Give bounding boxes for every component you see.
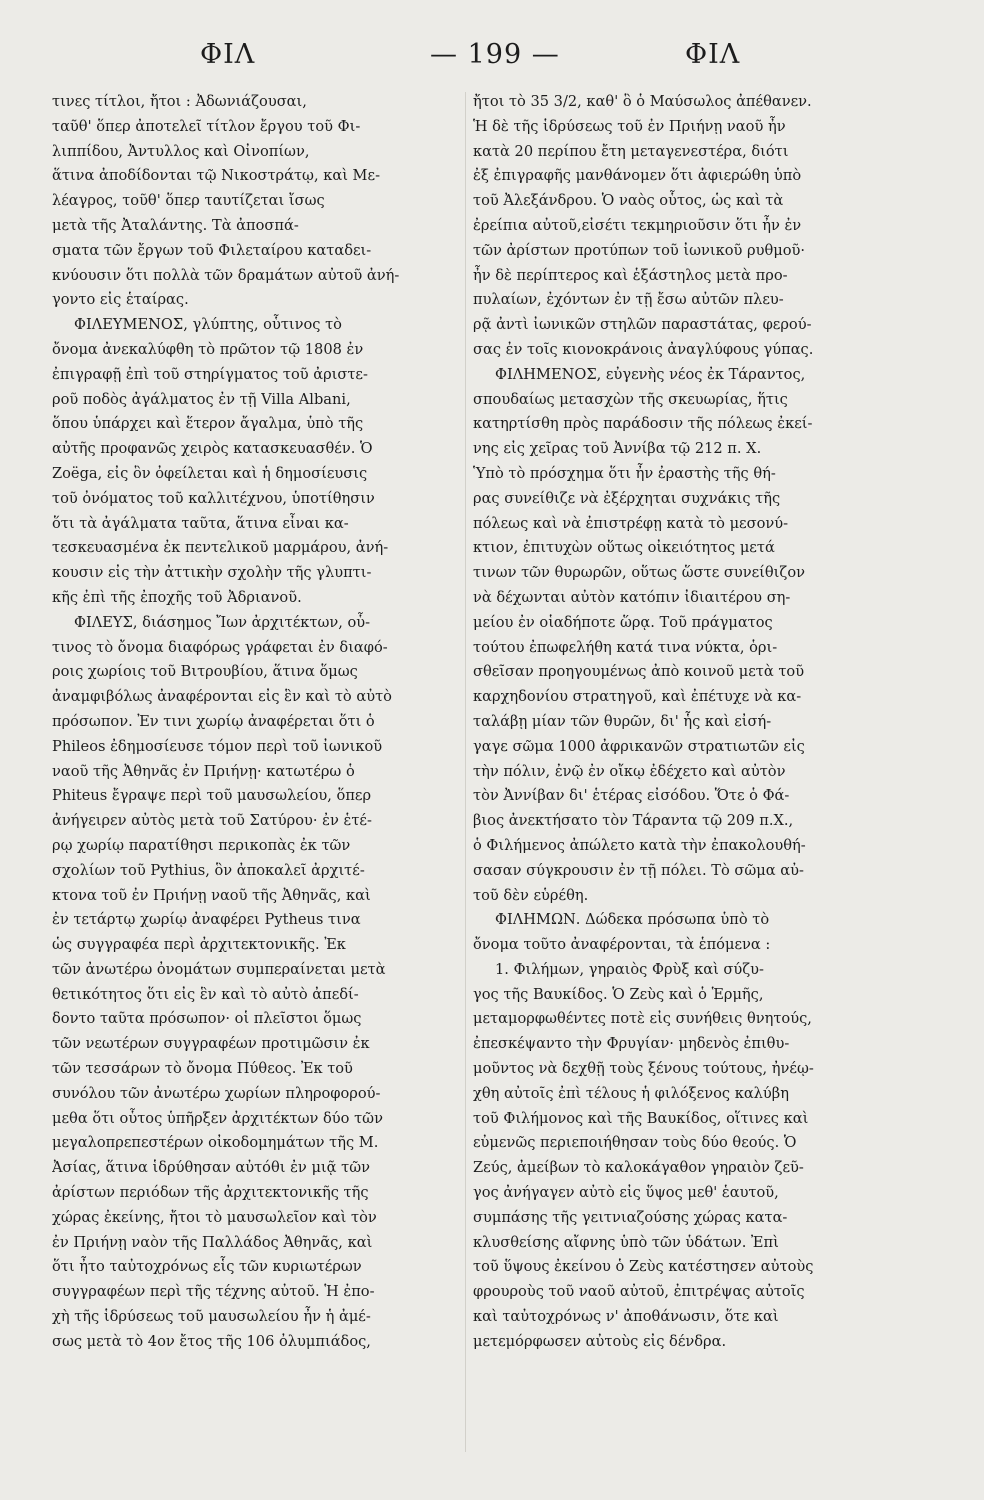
text-line: κῆς ἐπὶ τῆς ἐποχῆς τοῦ Ἀδριανοῦ. bbox=[52, 588, 302, 606]
text-line: σχολίων τοῦ Pythius, ὃν ἀποκαλεῖ ἀρχιτέ- bbox=[52, 861, 365, 879]
text-line: κουσιν εἰς τὴν ἀττικὴν σχολὴν τῆς γλυπτι- bbox=[52, 564, 372, 582]
text-line: ὄνομα ἀνεκαλύφθη τὸ πρῶτον τῷ 1808 ἐν bbox=[52, 340, 364, 358]
text-line: Zoëga, εἰς ὃν ὀφείλεται καὶ ἡ δημοσίευσις bbox=[52, 464, 368, 482]
text-line: μείου ἐν οἱαδήποτε ὥρᾳ. Τοῦ πράγματος bbox=[473, 613, 773, 631]
text-line: Ἡ δὲ τῆς ἱδρύσεως τοῦ ἐν Πριήνῃ ναοῦ ἦν bbox=[473, 117, 786, 135]
text-line: ΦΙΛΕΥΜΕΝΟΣ, γλύπτης, οὗτινος τὸ bbox=[74, 316, 342, 334]
text-line: κνύουσιν ὅτι πολλὰ τῶν δραμάτων αὐτοῦ ἀνή- bbox=[52, 266, 400, 284]
text-line: τινες τίτλοι, ἤτοι : Ἀδωνιάζουσαι, bbox=[52, 93, 307, 110]
text-line: κτιον, ἐπιτυχὼν οὕτως οἰκειότητος μετά bbox=[473, 539, 775, 557]
text-line: χθη αὐτοῖς ἐπὶ τέλους ἡ φιλόξενος καλύβη bbox=[473, 1084, 789, 1102]
text-line: ρῳ χωρίῳ παρατίθησι περικοπὰς ἐκ τῶν bbox=[52, 836, 351, 854]
text-line: συμπάσης τῆς γειτνιαζούσης χώρας κατα- bbox=[473, 1208, 788, 1226]
text-line: τῶν νεωτέρων συγγραφέων προτιμῶσιν ἐκ bbox=[52, 1035, 370, 1053]
text-line: ἐπιγραφῇ ἐπὶ τοῦ στηρίγματος τοῦ ἀριστε- bbox=[52, 365, 368, 383]
text-line: κατὰ 20 περίπου ἔτη μεταγενεστέρα, διότι bbox=[473, 142, 789, 160]
text-line: συγγραφέων περὶ τῆς τέχνης αὐτοῦ. Ἡ ἐπο- bbox=[52, 1283, 375, 1301]
text-line: ἐπεσκέψαντο τὴν Φρυγίαν· μηδενὸς ἐπιθυ- bbox=[473, 1035, 790, 1053]
text-line: ἅτινα ἀποδίδονται τῷ Νικοστράτῳ, καὶ Με- bbox=[52, 167, 380, 185]
text-line: Phileos ἐδημοσίευσε τόμον περὶ τοῦ ἰωνικοῦ bbox=[52, 737, 383, 755]
text-line: ταῦθ' ὅπερ ἀποτελεῖ τίτλον ἔργου τοῦ Φι- bbox=[52, 117, 361, 135]
text-line: ἦν δὲ περίπτερος καὶ ἑξάστηλος μετὰ προ- bbox=[473, 266, 788, 284]
right-column bbox=[473, 90, 883, 1470]
text-line: ἐν Πριήνῃ ναὸν τῆς Παλλάδος Ἀθηνᾶς, καὶ bbox=[52, 1233, 373, 1251]
text-line: Ὑπὸ τὸ πρόσχημα ὅτι ἦν ἐραστὴς τῆς θή- bbox=[473, 464, 776, 482]
text-line: ἐρείπια αὐτοῦ,εἰσέτι τεκμηριοῦσιν ὅτι ἦν ἐν bbox=[473, 216, 802, 234]
text-line: σματα τῶν ἔργων τοῦ Φιλεταίρου καταδει- bbox=[52, 241, 372, 259]
text-line: γος ἀνήγαγεν αὐτὸ εἰς ὕψος μεθ' ἑαυτοῦ, bbox=[473, 1184, 779, 1202]
text-line: γος τῆς Βαυκίδος. Ὁ Ζεὺς καὶ ὁ Ἑρμῆς, bbox=[473, 985, 764, 1003]
text-line: ροις χωρίοις τοῦ Βιτρουβίου, ἅτινα ὅμως bbox=[52, 663, 358, 681]
text-line: γαγε σῶμα 1000 ἀφρικανῶν στρατιωτῶν εἰς bbox=[473, 737, 805, 755]
text-line: ἀρίστων περιόδων τῆς ἀρχιτεκτονικῆς τῆς bbox=[52, 1184, 369, 1202]
text-line: ἐξ ἐπιγραφῆς μανθάνομεν ὅτι ἀφιερώθη ὑπὸ bbox=[473, 167, 802, 185]
text-line: σθεῖσαν προηγουμένως ἀπὸ κοινοῦ μετὰ τοῦ bbox=[473, 663, 805, 681]
text-line: χὴ τῆς ἱδρύσεως τοῦ μαυσωλείου ἦν ἡ ἀμέ- bbox=[52, 1308, 371, 1326]
text-line: Ἀσίας, ἅτινα ἱδρύθησαν αὐτόθι ἐν μιᾷ τῶν bbox=[52, 1159, 370, 1177]
text-line: ἀνήγειρεν αὐτὸς μετὰ τοῦ Σατύρου· ἐν ἑτέ- bbox=[52, 812, 372, 830]
text-line: εὐμενῶς περιεποιήθησαν τοὺς δύο θεούς. Ὁ bbox=[473, 1134, 797, 1152]
text-line: ρας συνείθιζε νὰ ἐξέρχηται συχνάκις τῆς bbox=[473, 489, 781, 507]
text-line: βιος ἀνεκτήσατο τὸν Τάραντα τῷ 209 π.Χ., bbox=[473, 812, 794, 830]
text-line: σασαν σύγκρουσιν ἐν τῇ πόλει. Τὸ σῶμα αὐ- bbox=[473, 861, 804, 879]
text-line: ὅτι τὰ ἀγάλματα ταῦτα, ἅτινα εἶναι κα- bbox=[52, 514, 349, 532]
text-line: μετεμόρφωσεν αὐτοὺς εἰς δένδρα. bbox=[473, 1332, 727, 1350]
text-line: τὸν Ἀννίβαν δι' ἑτέρας εἰσόδου. Ὅτε ὁ Φά- bbox=[473, 787, 790, 805]
text-line: μεθα ὅτι οὗτος ὑπῆρξεν ἀρχιτέκτων δύο τῶν bbox=[52, 1109, 383, 1127]
column-gutter bbox=[465, 92, 466, 1452]
text-line: κατηρτίσθη πρὸς παράδοσιν τῆς πόλεως ἐκεί- bbox=[473, 415, 813, 433]
text-line: γοντο εἰς ἑταίρας. bbox=[52, 291, 189, 309]
text-line: ροῦ ποδὸς ἀγάλματος ἐν τῇ Villa Albani, bbox=[52, 390, 351, 408]
text-line: πυλαίων, ἐχόντων ἐν τῇ ἔσω αὐτῶν πλευ- bbox=[473, 291, 784, 309]
header-right-abbrev: ΦΙΛ bbox=[685, 39, 741, 70]
text-line: ναοῦ τῆς Ἀθηνᾶς ἐν Πριήνῃ· κατωτέρω ὁ bbox=[52, 762, 355, 780]
text-line: ταλάβῃ μίαν τῶν θυρῶν, δι' ἧς καὶ εἰσή- bbox=[473, 712, 772, 730]
text-line: ρᾷ ἀντὶ ἰωνικῶν στηλῶν παραστάτας, φερού- bbox=[473, 316, 812, 334]
text-line: 1. Φιλήμων, γηραιὸς Φρὺξ καὶ σύζυ- bbox=[495, 960, 764, 978]
text-line: τοῦ Ἀλεξάνδρου. Ὁ ναὸς οὗτος, ὡς καὶ τὰ bbox=[473, 192, 784, 210]
text-line: λέαγρος, τοῦθ' ὅπερ ταυτίζεται ἴσως bbox=[52, 192, 325, 210]
text-line: ὅτι ἦτο ταὐτοχρόνως εἷς τῶν κυριωτέρων bbox=[52, 1258, 362, 1276]
text-line: μεταμορφωθέντες ποτὲ εἰς συνήθεις θνητούς, bbox=[473, 1010, 812, 1028]
text-line: τούτου ἐπωφελήθη κατά τινα νύκτα, ὁρι- bbox=[473, 638, 778, 656]
text-line: καρχηδονίου στρατηγοῦ, καὶ ἐπέτυχε νὰ κα- bbox=[473, 688, 802, 706]
text-line: ἐν τετάρτῳ χωρίῳ ἀναφέρει Pytheus τινα bbox=[52, 911, 361, 929]
text-line: Phiteus ἔγραψε περὶ τοῦ μαυσωλείου, ὅπερ bbox=[52, 787, 372, 805]
text-line: κλυσθείσης αἴφνης ὑπὸ τῶν ὑδάτων. Ἐπὶ bbox=[473, 1233, 779, 1251]
text-line: τῶν ἀρίστων προτύπων τοῦ ἰωνικοῦ ρυθμοῦ· bbox=[473, 241, 806, 259]
text-line: ὁ Φιλήμενος ἀπώλετο κατὰ τὴν ἐπακολουθή- bbox=[473, 836, 806, 854]
text-line: τοῦ δὲν εὑρέθη. bbox=[473, 886, 589, 904]
text-line: σως μετὰ τὸ 4ον ἔτος τῆς 106 ὀλυμπιάδος, bbox=[52, 1332, 371, 1350]
text-line: τῶν ἀνωτέρω ὀνομάτων συμπεραίνεται μετὰ bbox=[52, 960, 386, 978]
text-line: φρουροὺς τοῦ ναοῦ αὐτοῦ, ἐπιτρέψας αὐτοῖς bbox=[473, 1283, 805, 1301]
text-line: νης εἰς χεῖρας τοῦ Ἀννίβα τῷ 212 π. Χ. bbox=[473, 440, 762, 458]
text-line: τινων τῶν θυρωρῶν, οὕτως ὥστε συνείθιζον bbox=[473, 564, 805, 582]
text-line: συνόλου τῶν ἀνωτέρω χωρίων πληροφορού- bbox=[52, 1084, 381, 1102]
text-line: δοντο ταῦτα πρόσωπον· οἱ πλεῖστοι ὅμως bbox=[52, 1010, 362, 1028]
text-line: τὴν πόλιν, ἐνῷ ἐν οἴκῳ ἐδέχετο καὶ αὐτὸν bbox=[473, 762, 786, 780]
text-line: καὶ ταὐτοχρόνως ν' ἀποθάνωσιν, ὅτε καὶ bbox=[473, 1308, 779, 1326]
text-line: Ζεύς, ἀμείβων τὸ καλοκάγαθον γηραιὸν ζεῦ- bbox=[473, 1159, 804, 1177]
text-line: αὐτῆς προφανῶς χειρὸς κατασκευασθέν. Ὁ bbox=[52, 440, 373, 458]
text-line: ὡς συγγραφέα περὶ ἀρχιτεκτονικῆς. Ἐκ bbox=[52, 936, 346, 954]
text-line: ἤτοι τὸ 35 3/2, καθ' ὃ ὁ Μαύσωλος ἀπέθανεν. bbox=[473, 93, 812, 110]
text-line: μοῦντος νὰ δεχθῇ τοὺς ξένους τούτους, ἠνέῳ- bbox=[473, 1060, 814, 1078]
running-head bbox=[0, 30, 984, 80]
text-line: σπουδαίως μετασχὼν τῆς σκευωρίας, ἥτις bbox=[473, 390, 788, 408]
text-line: μετὰ τῆς Ἀταλάντης. Τὰ ἀποσπά- bbox=[52, 216, 299, 234]
text-line: ἀναμφιβόλως ἀναφέρονται εἰς ἓν καὶ τὸ αὐτὸ bbox=[52, 688, 392, 706]
left-column bbox=[52, 90, 462, 1470]
text-line: νὰ δέχωνται αὐτὸν κατόπιν ἰδιαιτέρου ση- bbox=[473, 588, 791, 606]
text-line: ΦΙΛΗΜΕΝΟΣ, εὐγενὴς νέος ἐκ Τάραντος, bbox=[495, 365, 806, 383]
text-line: κτονα τοῦ ἐν Πριήνῃ ναοῦ τῆς Ἀθηνᾶς, καὶ bbox=[52, 886, 371, 904]
text-line: πόλεως καὶ νὰ ἐπιστρέφῃ κατὰ τὸ μεσονύ- bbox=[473, 514, 789, 532]
text-line: ΦΙΛΗΜΩΝ. Δώδεκα πρόσωπα ὑπὸ τὸ bbox=[495, 911, 770, 929]
text-line: θετικότητος ὅτι εἰς ἓν καὶ τὸ αὐτὸ ἀπεδί- bbox=[52, 985, 359, 1003]
text-line: μεγαλοπρεπεστέρων οἰκοδομημάτων τῆς Μ. bbox=[52, 1134, 379, 1152]
text-line: τεσκευασμένα ἐκ πεντελικοῦ μαρμάρου, ἀνή- bbox=[52, 539, 389, 557]
text-line: τοῦ ὕψους ἐκείνου ὁ Ζεὺς κατέστησεν αὐτοὺς bbox=[473, 1258, 814, 1276]
text-line: σας ἐν τοῖς κιονοκράνοις ἀναγλύφους γύπας. bbox=[473, 340, 814, 358]
text-line: τινος τὸ ὄνομα διαφόρως γράφεται ἐν διαφό- bbox=[52, 638, 388, 656]
text-line: χώρας ἐκείνης, ἤτοι τὸ μαυσωλεῖον καὶ τὸν bbox=[52, 1208, 377, 1226]
text-line: ὅπου ὑπάρχει καὶ ἕτερον ἄγαλμα, ὑπὸ τῆς bbox=[52, 415, 364, 433]
text-line: τοῦ ὀνόματος τοῦ καλλιτέχνου, ὑποτίθησιν bbox=[52, 489, 375, 507]
text-line: λιππίδου, Ἀντυλλος καὶ Οἰνοπίων, bbox=[52, 142, 310, 160]
page-number: — 199 — bbox=[430, 39, 560, 70]
text-line: ὄνομα τοῦτο ἀναφέρονται, τὰ ἑπόμενα : bbox=[473, 936, 771, 954]
header-left-abbrev: ΦΙΛ bbox=[200, 39, 256, 70]
text-line: πρόσωπον. Ἐν τινι χωρίῳ ἀναφέρεται ὅτι ὁ bbox=[52, 712, 375, 730]
text-line: τοῦ Φιλήμονος καὶ τῆς Βαυκίδος, οἵτινες καὶ bbox=[473, 1109, 809, 1127]
text-line: τῶν τεσσάρων τὸ ὄνομα Πύθεος. Ἐκ τοῦ bbox=[52, 1060, 353, 1078]
text-line: ΦΙΛΕΥΣ, διάσημος Ἴων ἀρχιτέκτων, οὗ- bbox=[74, 613, 371, 631]
